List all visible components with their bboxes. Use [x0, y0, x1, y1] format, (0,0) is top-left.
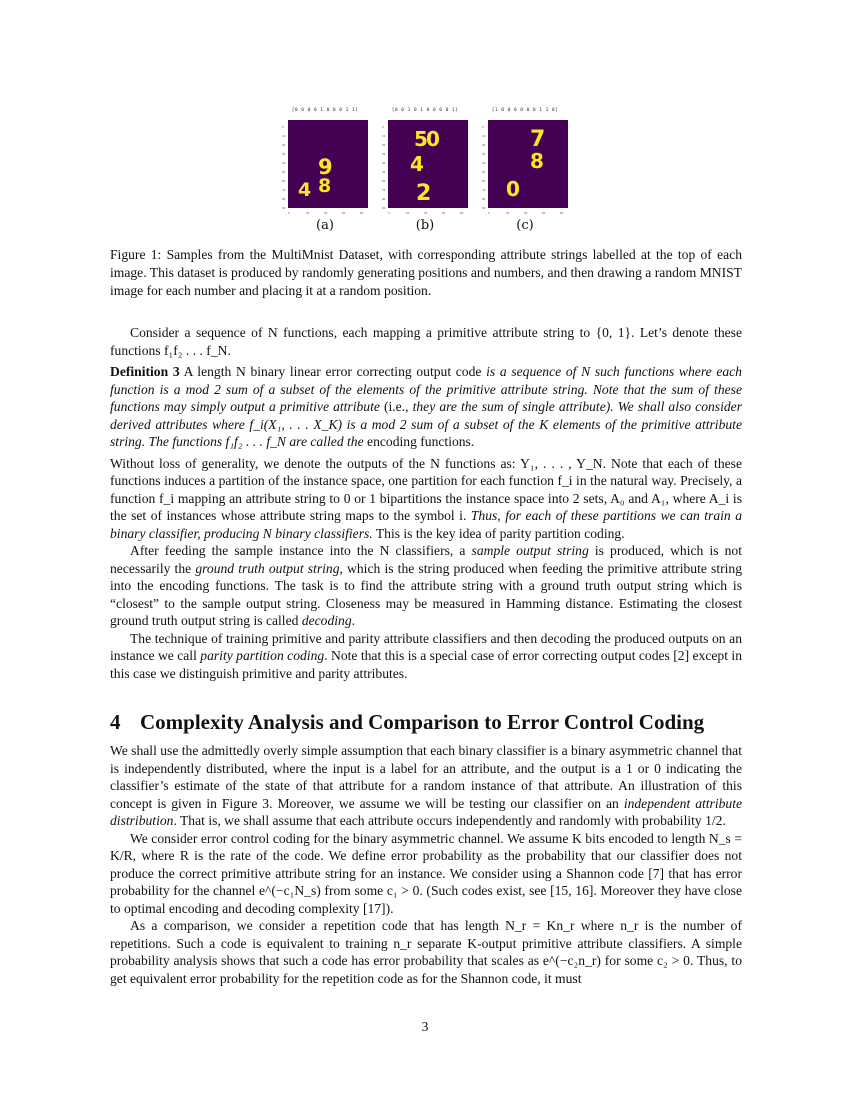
x-tick: 60	[442, 212, 446, 215]
digit: 8	[530, 149, 544, 173]
panel-a-caption: (a)	[316, 218, 334, 233]
digit: 0	[426, 127, 440, 151]
y-tick: 10	[382, 135, 386, 138]
y-tick: 30	[482, 153, 486, 156]
y-tick: 70	[382, 189, 386, 192]
digit: 9	[318, 155, 333, 179]
paragraph: Consider a sequence of N functions, each mapping a primitive attribute string to {0, 1}. Let’s denote these functions f₁f₂ . . . f_N.	[110, 325, 742, 358]
paragraph: The technique of training primitive and parity attribute classifiers and then decoding the produced outputs on an instance we call parity partition coding. Note that this is a special case of error correcting output codes [2] except in this case we distinguish primitive and parity attributes.	[110, 630, 742, 681]
y-tick: 70	[482, 189, 486, 192]
panel-c-image	[480, 116, 570, 216]
y-tick: 50	[482, 171, 486, 174]
y-tick: 10	[482, 135, 486, 138]
figure-1	[280, 108, 580, 233]
y-tick: 30	[382, 153, 386, 156]
digit: 8	[318, 175, 332, 197]
x-tick: 80	[560, 212, 564, 215]
x-tick: 0	[488, 212, 490, 215]
paragraph: After feeding the sample instance into the N classifiers, a sample output string is produced, which is not necessarily the ground truth output string, which is the string produced when feeding the primitive attribute string into the encoding functions. The task is to find the attribute string with a ground truth output string which is “closest” to the sample output string. Closeness may be measured in Hamming distance. Estimating the closest ground truth output string is called decoding.	[110, 543, 743, 628]
y-tick: 0	[482, 126, 484, 129]
body-text-block	[110, 324, 742, 682]
digit: 7	[530, 127, 546, 152]
digit: 4	[410, 152, 424, 176]
page-number: 3	[421, 1019, 429, 1034]
digit: 0	[506, 177, 520, 201]
x-tick: 80	[360, 212, 364, 215]
y-tick: 80	[382, 198, 386, 201]
x-tick: 20	[306, 212, 310, 215]
figure-panel-c	[480, 108, 570, 233]
panel-c-caption: (c)	[516, 218, 534, 233]
y-tick: 50	[382, 171, 386, 174]
y-tick: 10	[282, 135, 286, 138]
section-heading	[110, 710, 750, 735]
y-tick: 30	[282, 153, 286, 156]
x-tick: 0	[388, 212, 390, 215]
panel-b-attribute-string: [0 0 1 0 1 0 0 0 0 1]	[391, 108, 459, 113]
panel-a-attribute-string: [0 0 0 0 1 0 0 0 1 1]	[291, 108, 359, 113]
y-tick: 50	[282, 171, 286, 174]
panel-b-image	[380, 116, 470, 216]
y-tick: 60	[282, 180, 286, 183]
figure-caption: Figure 1: Samples from the MultiMnist Dataset, with corresponding attribute strings labelled at the top of each image. This dataset is produced by randomly generating positions and numbers, and then drawing a random MNIST image for each number and placing it at a random position.	[110, 247, 742, 299]
y-tick: 90	[282, 207, 286, 210]
y-tick: 40	[482, 162, 486, 165]
figure-panel-b	[380, 108, 470, 233]
digit: 5	[414, 127, 428, 151]
y-tick: 40	[382, 162, 386, 165]
figure-panel-a	[280, 108, 370, 233]
x-tick: 80	[460, 212, 464, 215]
x-tick: 40	[324, 212, 328, 215]
y-tick: 70	[282, 189, 286, 192]
y-tick: 80	[482, 198, 486, 201]
paragraph: We consider error control coding for the binary asymmetric channel. We assume K bits encoded to length N_s = K/R, where R is the rate of the code. We define error probability as the probability that our classifier does not produce the correct primitive attribute string for an instance. We consider using a Shannon code [7] that has error probability for the channel e^(−c₁N_s) from some c₁ > 0. (Such codes exist, see [15, 16]. Moreover they have close to optimal encoding and decoding complexity [17]).	[110, 830, 742, 916]
panel-a-image	[280, 116, 370, 216]
image-background	[488, 120, 568, 208]
x-tick: 0	[288, 212, 290, 215]
section-number: 4	[110, 710, 121, 734]
x-tick: 20	[506, 212, 510, 215]
definition-3: Definition 3 A length N binary linear error correcting output code is a sequence of N such functions where each function is a mod 2 sum of a subset of the elements of the primitive attribute string. Note that the sum of these functions may simply output a primitive attribute (i.e., they are the sum of single attribute). We shall also consider derived attributes where f_i(X₁, . . . X_K) is a mod 2 sum of a subset of the K elements of the primitive attribute string. The functions f₁f₂ . . . f_N are called the encoding functions.	[110, 364, 742, 449]
y-tick: 60	[482, 180, 486, 183]
y-tick: 20	[482, 144, 486, 147]
panel-b-caption: (b)	[415, 218, 435, 233]
y-tick: 90	[482, 207, 486, 210]
digit: 2	[416, 181, 432, 206]
panel-c-attribute-string: [1 0 0 0 0 0 0 1 1 0]	[491, 108, 559, 113]
paragraph: We shall use the admittedly overly simple assumption that each binary classifier is a binary asymmetric channel that is independently distributed, where the input is a label for an attribute, and the output is a 1 or 0 indicating the classifier’s estimate of the state of that attribute for a random instance of that attribute. An illustration of this concept is given in Figure 3. Moreover, we assume we will be testing our classifier on an independent attribute distribution. That is, we shall assume that each attribute occurs independently and randomly with probability 1/2.	[110, 743, 743, 828]
y-tick: 20	[282, 144, 286, 147]
digit: 4	[298, 179, 312, 201]
y-tick: 90	[382, 207, 386, 210]
paragraph: Without loss of generality, we denote the outputs of the N functions as: Y₁, . . . , Y_N. Note that each of these functions induces a partition of the instance space, one partition for each function f_i in the natural way. Precisely, a function f_i mapping an attribute string to 0 or 1 bipartitions the instance space into 2 sets, A₀ and A₁, where A_i is the set of instances whose attribute string maps to the symbol i. Thus, for each of these partitions we can train a binary classifier, producing N binary classifiers. This is the key idea of parity partition coding.	[110, 455, 743, 541]
x-tick: 40	[524, 212, 528, 215]
y-tick: 0	[382, 126, 384, 129]
x-tick: 20	[406, 212, 410, 215]
x-tick: 40	[424, 212, 428, 215]
section-text-block	[110, 742, 742, 987]
x-tick: 60	[342, 212, 346, 215]
paragraph: As a comparison, we consider a repetition code that has length N_r = Kn_r where n_r is the number of repetitions. Such a code is equivalent to training n_r separate K-output primitive attribute classifiers. A simple probability analysis shows that such a code has error probability that scales as e^(−c₂n_r) for some c₂ > 0. Thus, to get equivalent error probability for the repetition code as for the Shannon code, it must	[110, 918, 742, 986]
y-tick: 40	[282, 162, 286, 165]
x-tick: 60	[542, 212, 546, 215]
y-tick: 60	[382, 180, 386, 183]
section-title: Complexity Analysis and Comparison to Error Control Coding	[140, 710, 705, 734]
y-tick: 20	[382, 144, 386, 147]
y-tick: 0	[282, 126, 284, 129]
y-tick: 80	[282, 198, 286, 201]
